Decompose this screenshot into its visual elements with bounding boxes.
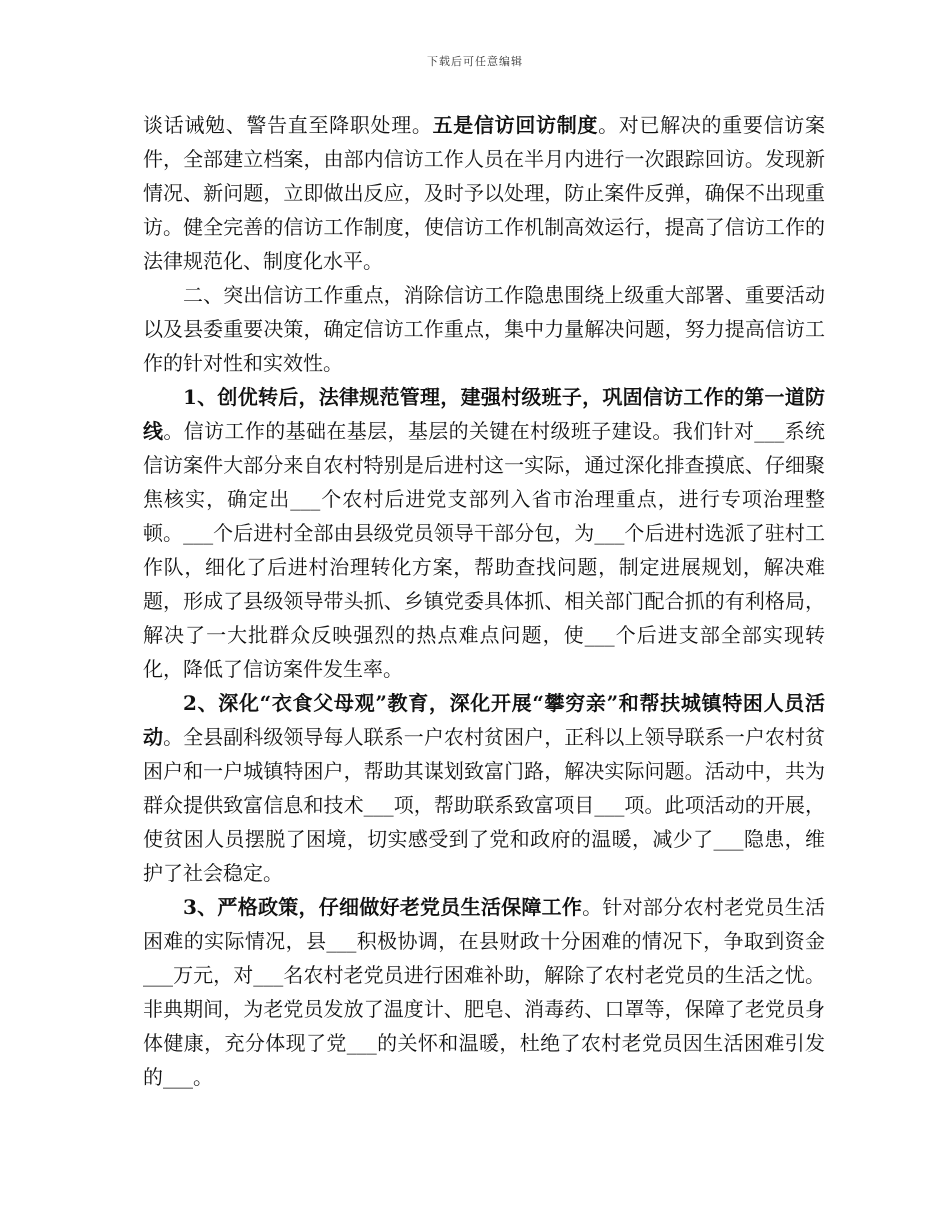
section-heading: 二、突出信访工作重点，消除信访工作隐患围绕上级重大部署、重要活动以及县委重要决策，确定信访工作重点，集中力量解决问题，努力提高信访工作的针对性和实效性。 — [143, 283, 825, 375]
bold-heading: 3、严格政策，仔细做好老党员生活保障工作 — [183, 895, 583, 919]
paragraph — [143, 890, 825, 1094]
document-body — [143, 108, 825, 1094]
paragraph — [143, 686, 825, 890]
paragraph-text: 。针对部分农村老党员生活困难的实际情况，县___积极协调，在县财政十分困难的情况下，争取到资金___万元，对___名农村老党员进行困难补助，解除了农村老党员的生活之忧。非典期间，为老党员发放了温度计、肥皂、消毒药、口罩等，保障了老党员身体健康，充分体现了党___的关怀和温暖，杜绝了农村老党员因生活困难引发的___。 — [143, 895, 826, 1089]
bold-heading: 五是信访回访制度 — [432, 113, 599, 137]
paragraph-text: 。信访工作的基础在基层，基层的关键在村级班子建设。我们针对___系统信访案件大部分来自农村特别是后进村这一实际，通过深化排查摸底、仔细聚焦核实，确定出___个农村后进党支部列入省市治理重点，进行专项治理整顿。___个后进村全部由县级党员领导干部分包，为___个后进村选派了驻村工作队，细化了后进村治理转化方案，帮助查找问题，制定进展规划，解决难题，形成了县级领导带头抓、乡镇党委具体抓、相关部门配合抓的有利格局，解决了一大批群众反映强烈的热点难点问题，使___个后进支部全部实现转化，降低了信访案件发生率。 — [143, 419, 825, 681]
bold-heading: 2、深化“衣食父母观”教育，深化开展“攀穷亲”和帮扶城镇特困人员活动 — [143, 691, 825, 749]
paragraph — [143, 108, 825, 278]
paragraph — [143, 278, 825, 380]
paragraph-text: 。全县副科级领导每人联系一户农村贫困户，正科以上领导联系一户农村贫困户和一户城镇特困户，帮助其谋划致富门路，解决实际问题。活动中，共为群众提供致富信息和技术___项，帮助联系致富项目___项。此项活动的开展，使贫困人员摆脱了困境，切实感受到了党和政府的温暖，减少了___隐患，维护了社会稳定。 — [143, 725, 826, 885]
paragraph — [143, 380, 825, 686]
bold-heading: 1、创优转后，法律规范管理，建强村级班子，巩固信访工作的第一道防线 — [143, 385, 825, 443]
paragraph-text: 。对已解决的重要信访案件，全部建立档案，由部内信访工作人员在半月内进行一次跟踪回访。发现新情况、新问题，立即做出反应，及时予以处理，防止案件反弹，确保不出现重访。健全完善的信访工作制度，使信访工作机制高效运行，提高了信访工作的法律规范化、制度化水平。 — [143, 113, 825, 273]
page-header: 下载后可任意编辑 — [427, 55, 523, 68]
paragraph-text: 谈话诫勉、警告直至降职处理。 — [143, 113, 433, 137]
